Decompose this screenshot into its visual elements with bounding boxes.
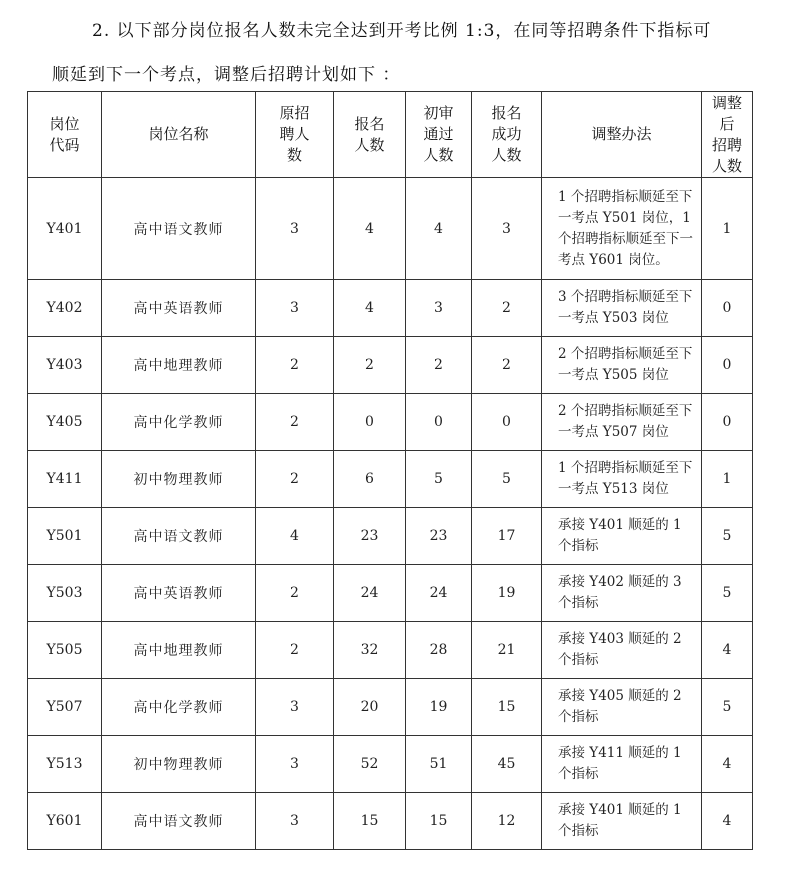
- applicants-cell: 52: [334, 736, 406, 793]
- adjustment-method-cell: 承接 Y405 顺延的 2 个指标: [542, 679, 702, 736]
- passed-review-cell: 2: [406, 337, 472, 394]
- original-quota-cell: 2: [256, 337, 334, 394]
- adjustment-method-cell: 承接 Y401 顺延的 1 个指标: [542, 508, 702, 565]
- adjusted-quota-cell: 5: [702, 508, 753, 565]
- adjustment-method-cell: 承接 Y401 顺延的 1 个指标: [542, 793, 702, 850]
- position-name-cell: 高中语文教师: [102, 508, 256, 565]
- header-cell: [102, 92, 256, 178]
- table-row: [28, 565, 753, 622]
- position-code-cell: Y501: [28, 508, 102, 565]
- intro-line-2: 顺延到下一个考点，调整后招聘计划如下 ：: [52, 65, 401, 85]
- position-name-cell: 初中物理教师: [102, 736, 256, 793]
- original-quota-cell: 3: [256, 679, 334, 736]
- adjustment-method-cell: 2 个招聘指标顺延至下一考点 Y507 岗位: [542, 394, 702, 451]
- original-quota-cell: 3: [256, 280, 334, 337]
- position-name-cell: 高中化学教师: [102, 394, 256, 451]
- position-name-cell: 高中化学教师: [102, 679, 256, 736]
- passed-review-cell: 24: [406, 565, 472, 622]
- position-code-cell: Y401: [28, 178, 102, 280]
- table-row: [28, 508, 753, 565]
- header-cell: [28, 92, 102, 178]
- header-text: 报名 成功 人数: [491, 104, 522, 164]
- passed-review-cell: 19: [406, 679, 472, 736]
- header-cell: [472, 92, 542, 178]
- header-cell: [334, 92, 406, 178]
- applicants-cell: 4: [334, 178, 406, 280]
- adjusted-quota-cell: 0: [702, 280, 753, 337]
- adjusted-quota-cell: 5: [702, 565, 753, 622]
- table-header-row: [28, 92, 753, 178]
- original-quota-cell: 3: [256, 793, 334, 850]
- position-name-cell: 高中英语教师: [102, 565, 256, 622]
- adjusted-quota-cell: 5: [702, 679, 753, 736]
- applicants-cell: 20: [334, 679, 406, 736]
- table-row: [28, 679, 753, 736]
- intro-line-1: 2. 以下部分岗位报名人数未完全达到开考比例 1:3，在同等招聘条件下指标可: [92, 21, 712, 41]
- position-code-cell: Y403: [28, 337, 102, 394]
- position-name-cell: 高中地理教师: [102, 337, 256, 394]
- registered-cell: 12: [472, 793, 542, 850]
- applicants-cell: 2: [334, 337, 406, 394]
- adjusted-quota-cell: 4: [702, 736, 753, 793]
- table-row: [28, 178, 753, 280]
- original-quota-cell: 2: [256, 394, 334, 451]
- passed-review-cell: 0: [406, 394, 472, 451]
- adjusted-quota-cell: 4: [702, 793, 753, 850]
- adjusted-quota-cell: 0: [702, 394, 753, 451]
- applicants-cell: 6: [334, 451, 406, 508]
- passed-review-cell: 28: [406, 622, 472, 679]
- header-cell: [256, 92, 334, 178]
- adjusted-quota-cell: 4: [702, 622, 753, 679]
- header-text: 原招 聘人 数: [279, 104, 310, 164]
- registered-cell: 17: [472, 508, 542, 565]
- position-name-cell: 高中语文教师: [102, 178, 256, 280]
- adjustment-method-cell: 承接 Y411 顺延的 1 个指标: [542, 736, 702, 793]
- table-row: [28, 793, 753, 850]
- table-row: [28, 451, 753, 508]
- table-row: [28, 394, 753, 451]
- registered-cell: 21: [472, 622, 542, 679]
- passed-review-cell: 15: [406, 793, 472, 850]
- position-name-cell: 高中语文教师: [102, 793, 256, 850]
- position-code-cell: Y505: [28, 622, 102, 679]
- passed-review-cell: 5: [406, 451, 472, 508]
- original-quota-cell: 2: [256, 622, 334, 679]
- position-code-cell: Y503: [28, 565, 102, 622]
- table-row: [28, 280, 753, 337]
- registered-cell: 0: [472, 394, 542, 451]
- adjustment-method-cell: 1 个招聘指标顺延至下一考点 Y501 岗位，1 个招聘指标顺延至下一考点 Y601 岗位。: [542, 178, 702, 280]
- registered-cell: 3: [472, 178, 542, 280]
- recruitment-adjustment-table: [27, 91, 753, 850]
- passed-review-cell: 23: [406, 508, 472, 565]
- position-code-cell: Y402: [28, 280, 102, 337]
- position-name-cell: 高中地理教师: [102, 622, 256, 679]
- adjusted-quota-cell: 0: [702, 337, 753, 394]
- applicants-cell: 0: [334, 394, 406, 451]
- table-row: [28, 736, 753, 793]
- position-code-cell: Y405: [28, 394, 102, 451]
- position-code-cell: Y507: [28, 679, 102, 736]
- position-code-cell: Y411: [28, 451, 102, 508]
- position-code-cell: Y513: [28, 736, 102, 793]
- header-text: 岗位 代码: [49, 114, 80, 154]
- applicants-cell: 4: [334, 280, 406, 337]
- position-name-cell: 初中物理教师: [102, 451, 256, 508]
- adjustment-method-cell: 承接 Y402 顺延的 3 个指标: [542, 565, 702, 622]
- registered-cell: 45: [472, 736, 542, 793]
- adjustment-method-cell: 1 个招聘指标顺延至下一考点 Y513 岗位: [542, 451, 702, 508]
- registered-cell: 19: [472, 565, 542, 622]
- registered-cell: 5: [472, 451, 542, 508]
- passed-review-cell: 51: [406, 736, 472, 793]
- original-quota-cell: 4: [256, 508, 334, 565]
- adjustment-method-cell: 3 个招聘指标顺延至下一考点 Y503 岗位: [542, 280, 702, 337]
- adjustment-method-cell: 承接 Y403 顺延的 2 个指标: [542, 622, 702, 679]
- table-row: [28, 337, 753, 394]
- header-text: 岗位名称: [148, 125, 209, 143]
- header-text: 调整办法: [591, 125, 652, 143]
- passed-review-cell: 4: [406, 178, 472, 280]
- original-quota-cell: 3: [256, 736, 334, 793]
- applicants-cell: 32: [334, 622, 406, 679]
- header-cell: [542, 92, 702, 178]
- header-text: 报名 人数: [354, 114, 385, 154]
- applicants-cell: 23: [334, 508, 406, 565]
- adjustment-method-cell: 2 个招聘指标顺延至下一考点 Y505 岗位: [542, 337, 702, 394]
- original-quota-cell: 2: [256, 451, 334, 508]
- registered-cell: 2: [472, 337, 542, 394]
- original-quota-cell: 3: [256, 178, 334, 280]
- registered-cell: 2: [472, 280, 542, 337]
- applicants-cell: 24: [334, 565, 406, 622]
- adjusted-quota-cell: 1: [702, 451, 753, 508]
- table-row: [28, 622, 753, 679]
- registered-cell: 15: [472, 679, 542, 736]
- header-text: 初审 通过 人数: [423, 104, 454, 164]
- position-name-cell: 高中英语教师: [102, 280, 256, 337]
- header-text: 调整 后 招聘 人数: [711, 93, 742, 175]
- applicants-cell: 15: [334, 793, 406, 850]
- table-body: [28, 178, 753, 850]
- position-code-cell: Y601: [28, 793, 102, 850]
- header-cell: [702, 92, 753, 178]
- original-quota-cell: 2: [256, 565, 334, 622]
- passed-review-cell: 3: [406, 280, 472, 337]
- header-cell: [406, 92, 472, 178]
- adjusted-quota-cell: 1: [702, 178, 753, 280]
